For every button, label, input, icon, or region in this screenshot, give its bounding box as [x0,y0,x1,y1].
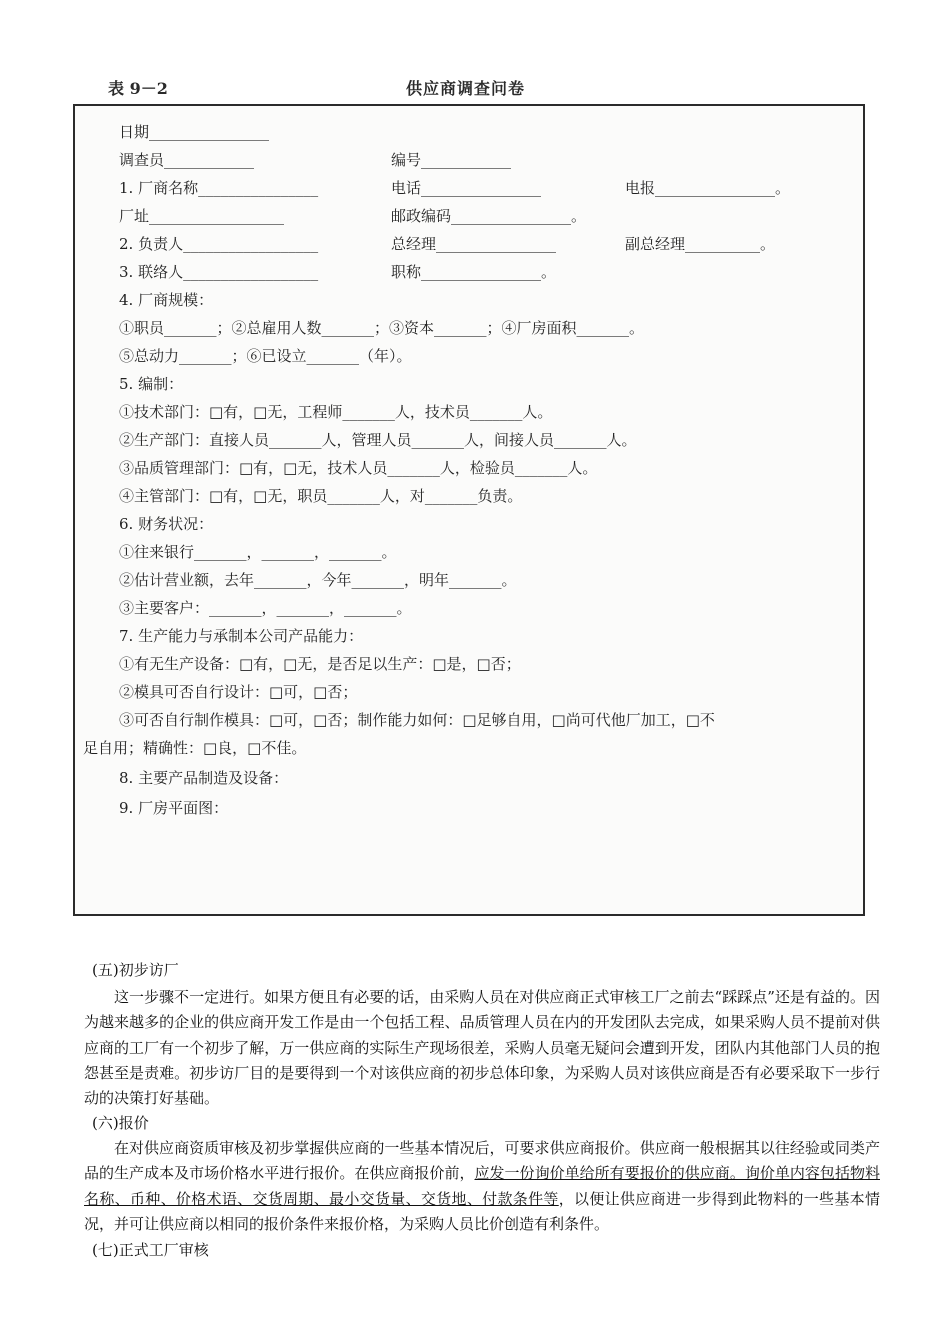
section-6-body-part-a: 在对供应商资质审核及初步掌握供应商的一些基本情况后，可要求供应商报价。供应商一般根据其以往经验或同类产品的生产成本及市场价格水平进行报价。在供应商报价前， [84,1139,880,1183]
table-title: 供应商调查问卷 [406,79,526,98]
section-5-title: (五)初步访厂 [92,961,179,979]
form-deputy-gm: 副总经理__________。 [625,235,776,253]
form-serial: 编号____________ [391,151,512,169]
supplier-questionnaire-form [73,104,865,916]
form-capacity-row-2: ②模具可否自行设计：□可，□否； [119,683,358,701]
form-item-9: 9. 厂房平面图： [119,799,229,817]
form-scale-row-1: ①职员_______；②总雇用人数_______；③资本_______；④厂房面积_______。 [119,319,645,337]
form-scale-row-2: ⑤总动力_______；⑥已设立_______（年）。 [119,347,412,365]
form-vendor-name: 1. 厂商名称________________ [119,179,319,197]
form-org-row-1: ①技术部门：□有，□无，工程师_______人，技术员_______人。 [119,403,553,421]
section-7-title: (七)正式工厂审核 [92,1241,209,1259]
form-finance-row-1: ①往来银行_______，_______，_______。 [119,543,397,561]
form-org-heading: 5. 编制： [119,375,184,393]
form-surveyor: 调查员____________ [119,151,255,169]
form-capacity-row-3a: ③可否自行制作模具：□可，□否；制作能力如何：□足够自用，□尚可代他厂加工，□不 [119,711,715,729]
form-postcode: 邮政编码________________。 [391,207,587,225]
form-gm: 总经理________________ [391,235,557,253]
form-capacity-row-1: ①有无生产设备：□有，□无，是否足以生产：□是，□否； [119,655,521,673]
table-header [108,76,868,104]
section-6-underlined-text: 应发一份询价单给所有要报价的供应商。询价单内容包括物料名称、币种、价格术语、交货周期、最小交货量、交货地、付款条件等 [84,1164,880,1208]
form-principal: 2. 负责人__________________ [119,235,319,253]
form-title-field: 职称________________。 [391,263,557,281]
form-contact: 3. 联络人__________________ [119,263,319,281]
form-org-row-3: ③品质管理部门：□有，□无，技术人员_______人，检验员_______人。 [119,459,598,477]
form-telegram: 电报________________。 [625,179,791,197]
form-address: 厂址__________________ [119,207,285,225]
form-capacity-row-3b: 足自用；精确性：□良，□不佳。 [83,739,307,757]
form-date: 日期________________ [119,123,270,141]
section-6-body-part-b: ，以便让供应商进一步得到此物料的一些基本情况，并可让供应商以相同的报价条件来报价格，为采购人员比价创造有利条件。 [84,1189,880,1233]
table-number: 表 9－2 [108,79,168,98]
form-finance-row-2: ②估计营业额，去年_______，今年_______，明年_______。 [119,571,517,589]
form-finance-heading: 6. 财务状况： [119,515,214,533]
section-6-body [84,1136,880,1237]
form-phone: 电话________________ [391,179,542,197]
form-org-row-4: ④主管部门：□有，□无，职员_______人，对_______负责。 [119,487,523,505]
form-finance-row-3: ③主要客户：_______，_______，_______。 [119,599,412,617]
form-org-row-2: ②生产部门：直接人员_______人，管理人员_______人，间接人员_______人。 [119,431,637,449]
section-6-title: (六)报价 [92,1114,149,1132]
form-item-8: 8. 主要产品制造及设备： [119,769,289,787]
form-scale-heading: 4. 厂商规模： [119,291,214,309]
section-5-body: 这一步骤不一定进行。如果方便且有必要的话，由采购人员在对供应商正式审核工厂之前去“踩踩点”还是有益的。因为越来越多的企业的供应商开发工作是由一个包括工程、品质管理人员在内的开发团队去完成，如果采购人员不提前对供应商的工厂有一个初步了解，万一供应商的实际生产现场很差，采购人员毫无疑问会遭到开发，团队内其他部门人员的抱怨甚至是责难。初步访厂目的是要得到一个对该供应商的初步总体印象，为采购人员对该供应商是否有必要采取下一步行动的决策打好基础。 [84,988,880,1108]
form-capacity-heading: 7. 生产能力与承制本公司产品能力： [119,627,364,645]
